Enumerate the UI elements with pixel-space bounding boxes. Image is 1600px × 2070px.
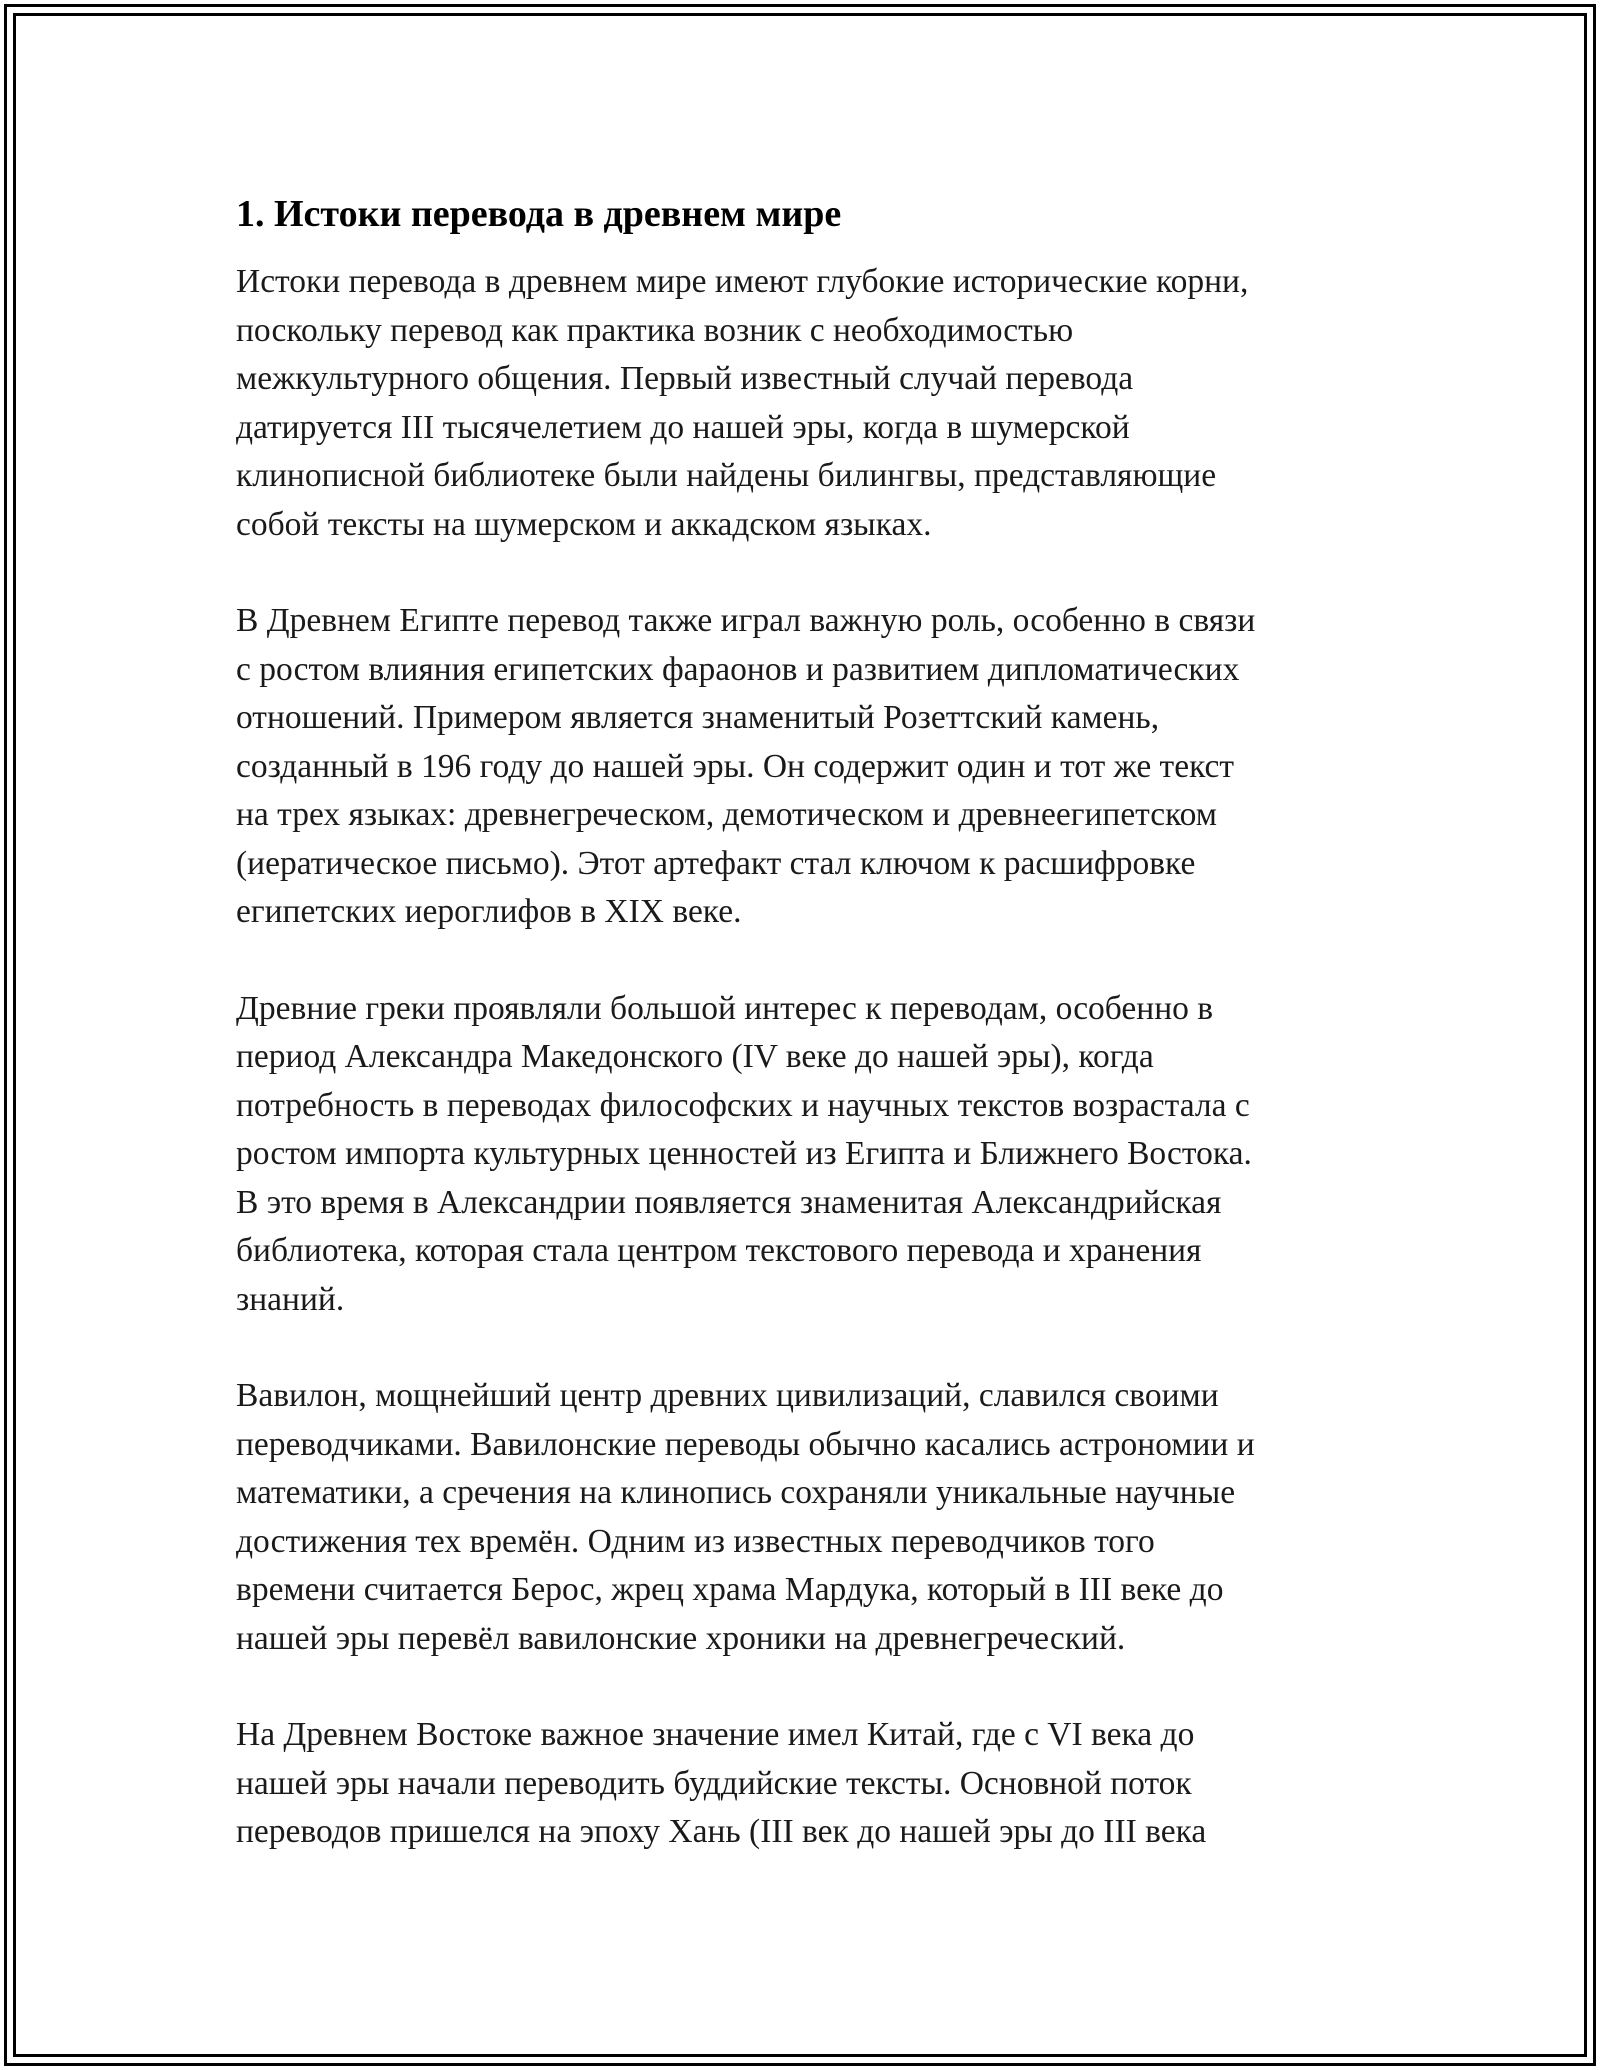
document-content (236, 188, 1366, 1857)
section-heading: 1. Истоки перевода в древнем мире (236, 193, 842, 235)
paragraph-ancient-china: На Древнем Востоке важное значение имел Китай, где с VI века до нашей эры начали переводить буддийские тексты. Основной поток переводов пришелся на эпоху Хань (III век до нашей эры до III века (236, 1716, 1207, 1850)
paragraph-ancient-egypt: В Древнем Египте перевод также играл важную роль, особенно в связи с ростом влияния египетских фараонов и развитием дипломатических отношений. Примером является знаменитый Розеттский камень, созданный в 196 году до нашей эры. Он содержит один и тот же текст на трех языках: древнегреческом, демотическом и древнеегипетском (иератическое письмо). Этот артефакт стал ключом к расшифровке египетских иероглифов в XIX веке. (236, 602, 1256, 930)
paragraph-babylon: Вавилон, мощнейший центр древних цивилизаций, славился своими переводчиками. Вавилонские переводы обычно касались астрономии и математики, а сречения на клинопись сохраняли уникальные научные достижения тех времён. Одним из известных переводчиков того времени считается Берос, жрец храма Мардука, который в III веке до нашей эры перевёл вавилонские хроники на древнегреческий. (236, 1377, 1255, 1657)
paragraph-ancient-greece: Древние греки проявляли большой интерес к переводам, особенно в период Александра Македонского (IV веке до нашей эры), когда потребность в переводах философских и научных текстов возрастала с ростом импорта культурных ценностей из Египта и Ближнего Востока. В это время в Александрии появляется знаменитая Александрийская библиотека, которая стала центром текстового перевода и хранения знаний. (236, 989, 1252, 1318)
paragraph-translation-origins: Истоки перевода в древнем мире имеют глубокие исторические корни, поскольку перевод как практика возник с необходимостью межкультурного общения. Первый известный случай перевода датируется III тысячелетием до нашей эры, когда в шумерской клинописной библиотеке были найдены билингвы, представляющие собой тексты на шумерском и аккадском языках. (236, 263, 1249, 543)
